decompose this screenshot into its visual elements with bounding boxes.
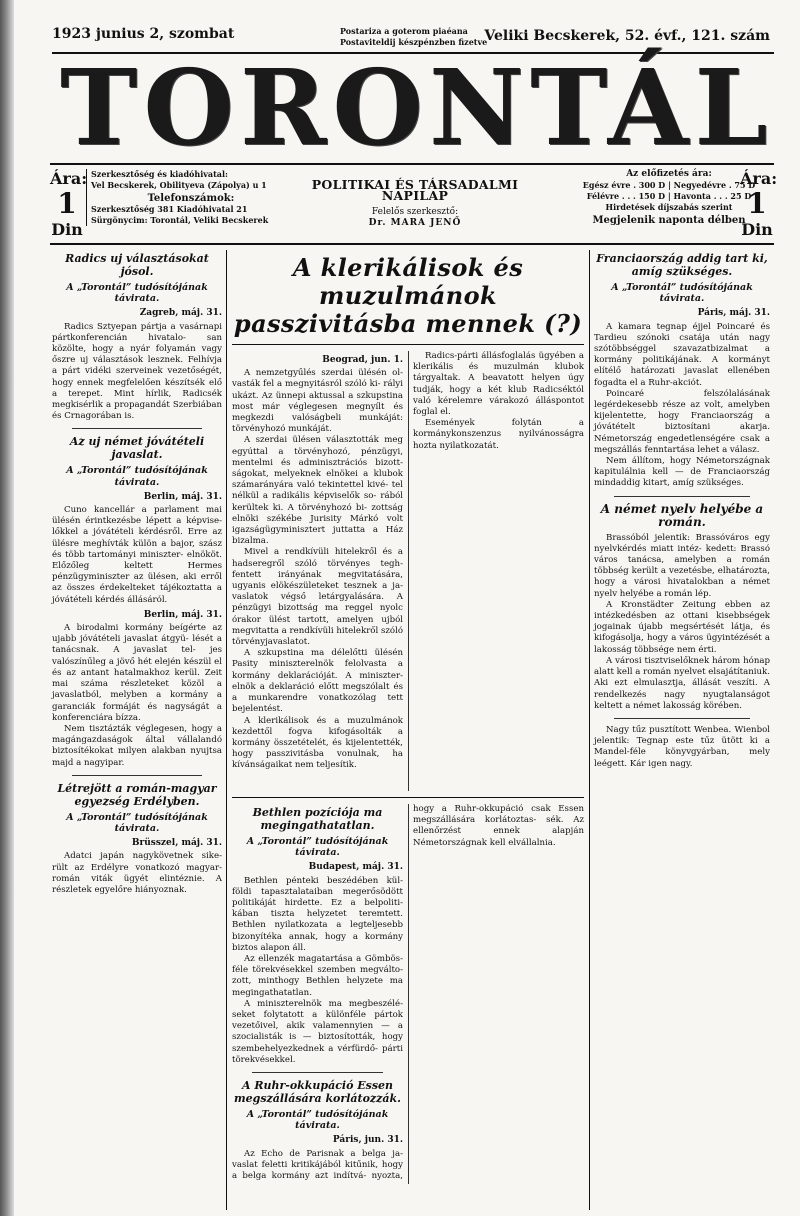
article-text: Mivel a rendkívüli hitelekről és a hadseregről szóló törvényes tegh- fentett irányának megvitatására, ugyanis elökészületeket tesznek a ja- vaslatok végső letárgyalására. A pénzügyi bizottság ma reggel nyolc órakor ülést tartott, amelyen ujból megvitatta a rendkívüli hitelekről szóló törvényjavaslatot. xyxy=(232,547,403,648)
dispatch-line: A „Torontál” tudósítójának távirata. xyxy=(66,811,208,834)
separator xyxy=(614,496,750,497)
dateline: Brüsszel, máj. 31. xyxy=(131,838,222,849)
postage-line-2: Postaviteldij készpénzben fizetve xyxy=(340,37,488,47)
masthead-title: TORONTÁL xyxy=(60,46,774,169)
article-text: A klerikálisok és a muzulmánok kezdettől fogva kifogásolták a kormány összetételét, és kijelentették, hogy passzivitásba vonulnak, ha kívánságaikat nem teljesítik. xyxy=(232,715,403,771)
dateline: Páris, máj. 31. xyxy=(697,308,770,319)
article-text: A szkupstina ma délelőtti ülésén Pasity miniszterelnök felolvasta a kormány deklarációját. A miniszter- elnök a deklaráció előtt megszólalt és a munkarendre vonatkozólag tett bejelentést. xyxy=(232,648,403,715)
paper-info xyxy=(280,179,550,229)
article-text: A kamara tegnap éjjel Poincaré és Tardieu szónoki csatája után nagy szótöbbséggel szavazatbizalmat a kormány politikájának. A kormányt elítélő határozati javaslat ellenében fogadta el a Ruhr-akciót. xyxy=(594,321,770,388)
separator xyxy=(614,718,750,719)
lead-body xyxy=(232,351,584,791)
article-text: Cuno kancellár a parlament mai ülésén érintkezésbe lépett a képvise- lőkkel a jóvátételi kérdésről. Erre az ülésre meghívták külön a bajor, szász és több tartományi miniszter- elnököt. Előzőleg keltett Hermes pénzügyminiszter az ülésen, aki erről az összes érdekelteket tájékoztatta a jóvátételi kérdés állásáról. xyxy=(52,505,222,605)
article-text: Az ellenzék magatartása a Gömbös- féle törekvésekkel szemben megválto- zott, minthogy Bethlen helyzete ma megingathatatlan. xyxy=(232,954,403,998)
article-heading: A német nyelv helyébe a román. xyxy=(600,501,764,529)
price-unit-right: Din xyxy=(741,220,773,239)
price-right xyxy=(740,169,778,239)
article-heading: Az uj német jóvátételi javaslat. xyxy=(69,435,205,462)
separator xyxy=(72,428,202,429)
article-text: A birodalmi kormány beígérte az ujabb jóvátételi javaslat átgyü- lését a tanácsnak. A javaslat tel- jes valószínűleg a jövő hét elején készül el és az antant hatalmakhoz kerül. Zeit mai száma részleteket közöl a javaslatból, melyben a kormány a garanciák formáját és nagyságát a konferenciára bízza. xyxy=(52,623,222,723)
phone-numbers: Szerkesztőség 381 Kiadóhivatal 21 xyxy=(91,204,248,214)
lead-rule xyxy=(232,344,584,345)
office-address: Vel Becskerek, Obilityeva (Zápolya) u 1 xyxy=(91,180,267,190)
price-left xyxy=(50,169,88,239)
column-left xyxy=(52,250,222,896)
separator xyxy=(252,1072,383,1073)
postage-line-1: Postariza a goterom piaéana xyxy=(340,26,468,36)
price-label-right: Ára: xyxy=(740,169,778,188)
article-text: Nem tisztázták véglegesen, hogy a magángazdaságok által vállalandó biztosítékokat milyen alakban nyujtsa majd a nagyipar. xyxy=(52,723,222,768)
article-text: A Kronstädter Zeitung ebben az intézkedésben az ottani kisebbségek jogainak újabb megsértését látja, és kifogásolja, hogy a város ügyintézését a lakosság többsége nem érti. xyxy=(594,599,770,655)
article-text: Poincaré felszólalásának legérdekesebb része az volt, amelyben kijelentette, hogy Franciaország a jóvátételt biztosítani akarja. Németország engedetlenségére csak a megszállás fenntartása lehet a válasz. xyxy=(594,388,770,455)
subs-title: Az előfizetés ára: xyxy=(626,169,712,179)
article-text: Radics-párti állásfoglalás ügyében a klerikális és muzulmán klubok tárgyaltak. A beavatott helyen úgy tudják, hogy a két klub Radicséktól való kérelemre várakozó álláspontot foglal el. xyxy=(413,351,584,418)
price-value: 1 xyxy=(57,187,77,220)
dispatch-line: A „Torontál” tudósítójának távirata. xyxy=(246,836,389,859)
article-text: Az Echo de Parisnak a belga ja- vaslat feletti kritikájából kitűnik, hogy a belga kormány azt indítvá- nyozta, hogy a Ruhr-okkupáció csak Essen megszállására korlátoztas- sék. Az ellenőrzést ennek alapján Németországnak kell elvállalnia. xyxy=(232,804,584,1182)
subs-line-1: Egész évre . 300 D | Negyedévre . 75 D xyxy=(582,180,756,190)
article-text: Nagy tűz pusztított Wenbea. Wienbol jelentik: Tegnap este tűz ütött ki a Mandel-féle könyvgyárban, mely leégett. Kár igen nagy. xyxy=(594,724,770,769)
article-text: Brassóból jelentik: Brassóváros egy nyelvkérdés miatt intéz- kedett: Brassó város tanácsa, amelyben a román többség került a vezetésbe, elhatározta, hogy a városi hivatalokban a német nyelv helyébe a román lép. xyxy=(594,532,770,599)
masthead xyxy=(60,46,774,169)
article-heading: Bethlen pozíciója ma megingathatatlan. xyxy=(252,806,383,832)
postage-note xyxy=(340,26,487,48)
dateline: Budapest, máj. 31. xyxy=(308,862,403,873)
office-block xyxy=(86,169,291,226)
lead-headline: A klerikálisok és muzulmánok passzivitásba mennek (?) xyxy=(233,253,583,338)
column-rule-2 xyxy=(589,250,590,1210)
issue-number: Veliki Becskerek, 52. évf., 121. szám xyxy=(484,28,770,44)
page-binding xyxy=(0,0,14,1216)
telegram-address: Sürgönycim: Torontál, Veliki Becskerek xyxy=(91,215,269,225)
price-label: Ára: xyxy=(50,169,88,188)
dispatch-line: A „Torontál” tudósítójának távirata. xyxy=(611,282,753,305)
article-heading: Létrejött a román-magyar egyezség Erdélyben. xyxy=(57,781,217,808)
article-heading: Franciaország addig tart ki, amíg szükséges. xyxy=(596,252,768,278)
editor-label: Felelős szerkesztő: xyxy=(371,207,459,217)
article-heading: A Ruhr-okkupáció Essen megszállására korlátozzák. xyxy=(233,1079,401,1106)
column-right xyxy=(594,250,770,770)
phones-title: Telefonszámok: xyxy=(147,193,235,204)
article-text: A nemzetgyűlés szerdai ülésén ol- vasták fel a megnyitásról szóló ki- rályi ukázt. Az ünnepi aktussal a szkupstina most már véglegesen megnyílt és megkezdi valóságbeli munkáját: törvényhozó munkáját. xyxy=(232,368,403,435)
article-text: A szerdai ülésen választották meg egyúttal a törvényhozó, pénzügyi, mentelmi és adminisztrációs bizott- ságokat, melyeknek elnökei a klubok számarányára való tekintettel kivé- tel nélkül a radikális képviselők so- rából kerültek ki. A törvényhozó bi- zottság elnöki székébe Jurisity Márkó volt igazságügyminisztert juttatta a Ház bizalma. xyxy=(232,435,403,547)
lead-article xyxy=(232,254,584,1184)
appears-note: Megjelenik naponta délben xyxy=(592,215,746,226)
lead-rule-bottom xyxy=(232,797,584,798)
article-text: A miniszterelnök ma megbeszélé- seket folytatott a különféle pártok vezetőivel, akik valamennyien — a szocialisták is — biztosították, hogy szembehelyezkednek a vérfürdő- párti törekvésekkel. xyxy=(232,998,403,1065)
subs-line-2: Félévre . . . 150 D | Havonta . . . 25 D xyxy=(586,191,752,201)
article-text: A városi tisztviselőknek három hónap alatt kell a román nyelvet elsajátítaniuk. Aki ezt elmulasztja, állását veszíti. A rendelkezés nagy nyugtalanságot keltett a német lakosság körében. xyxy=(594,655,770,711)
lower-articles xyxy=(232,804,584,1184)
article-heading: Radics uj választásokat jósol. xyxy=(65,252,209,278)
dispatch-line: A „Torontál” tudósítójának távirata. xyxy=(66,465,208,488)
paper-type: POLITIKAI ÉS TÁRSADALMI NAPILAP xyxy=(311,177,519,203)
column-rule-1 xyxy=(226,250,227,1210)
price-value-right: 1 xyxy=(747,187,767,220)
dateline: Beograd, jun. 1. xyxy=(322,355,403,365)
price-unit: Din xyxy=(51,220,83,239)
dispatch-line: A „Torontál” tudósítójának távirata. xyxy=(246,1109,389,1132)
editor-name: Dr. MARA JENŐ xyxy=(368,218,462,228)
dateline: Páris, jun. 31. xyxy=(332,1135,403,1146)
dateline: Berlin, máj. 31. xyxy=(143,491,222,502)
dateline: Berlin, máj. 31. xyxy=(143,609,222,620)
office-title: Szerkesztőség és kiadóhivatal: xyxy=(91,169,228,179)
issue-date: 1923 junius 2, szombat xyxy=(52,26,235,42)
article-text: Radics Sztyepan pártja a vasárnapi pártkonferencián hivatalo- san közölte, hogy a nyár folyamán vagy őszre uj választások lesznek. Felhívja a párt vidéki szerveinek vezetőségét, hogy ennek megfelelően készítsék elő a terepet. Mint hírlik, Radicsék megkisérlik a propagandát Szerbiában és Crnagorában is. xyxy=(52,321,222,422)
article-text: Bethlen pénteki beszédében kül- földi tapasztalataiban megerősödött politikáját hirdette. Ez a belpoliti- kában tiszta helyzetet teremtett. Bethlen nyilatkozata a legteljesebb bizonyítéka annak, hogy a kormány biztos alapon áll. xyxy=(232,875,403,953)
info-bar xyxy=(50,163,778,245)
ads-note: Hirdetések díjszabás szerint xyxy=(605,202,733,212)
dateline: Zagreb, máj. 31. xyxy=(139,308,222,319)
separator xyxy=(72,775,202,776)
dispatch-line: A „Torontál” tudósítójának távirata. xyxy=(66,282,208,305)
article-text: Adatci japán nagykövetnek sike- rült az Erdélyre vonatkozó magyar- román viták ügyét elintéznie. A részletek egyelőre hiányoznak. xyxy=(52,851,222,895)
article-text: Nem állítom, hogy Németországnak kapitulálnia kell — de Franciaország mindaddig kitart, amíg szükséges. xyxy=(594,456,770,489)
article-text: Események folytán a kormánykonszenzus nyilvánosságra hozta nyilatkozatát. xyxy=(413,418,584,451)
